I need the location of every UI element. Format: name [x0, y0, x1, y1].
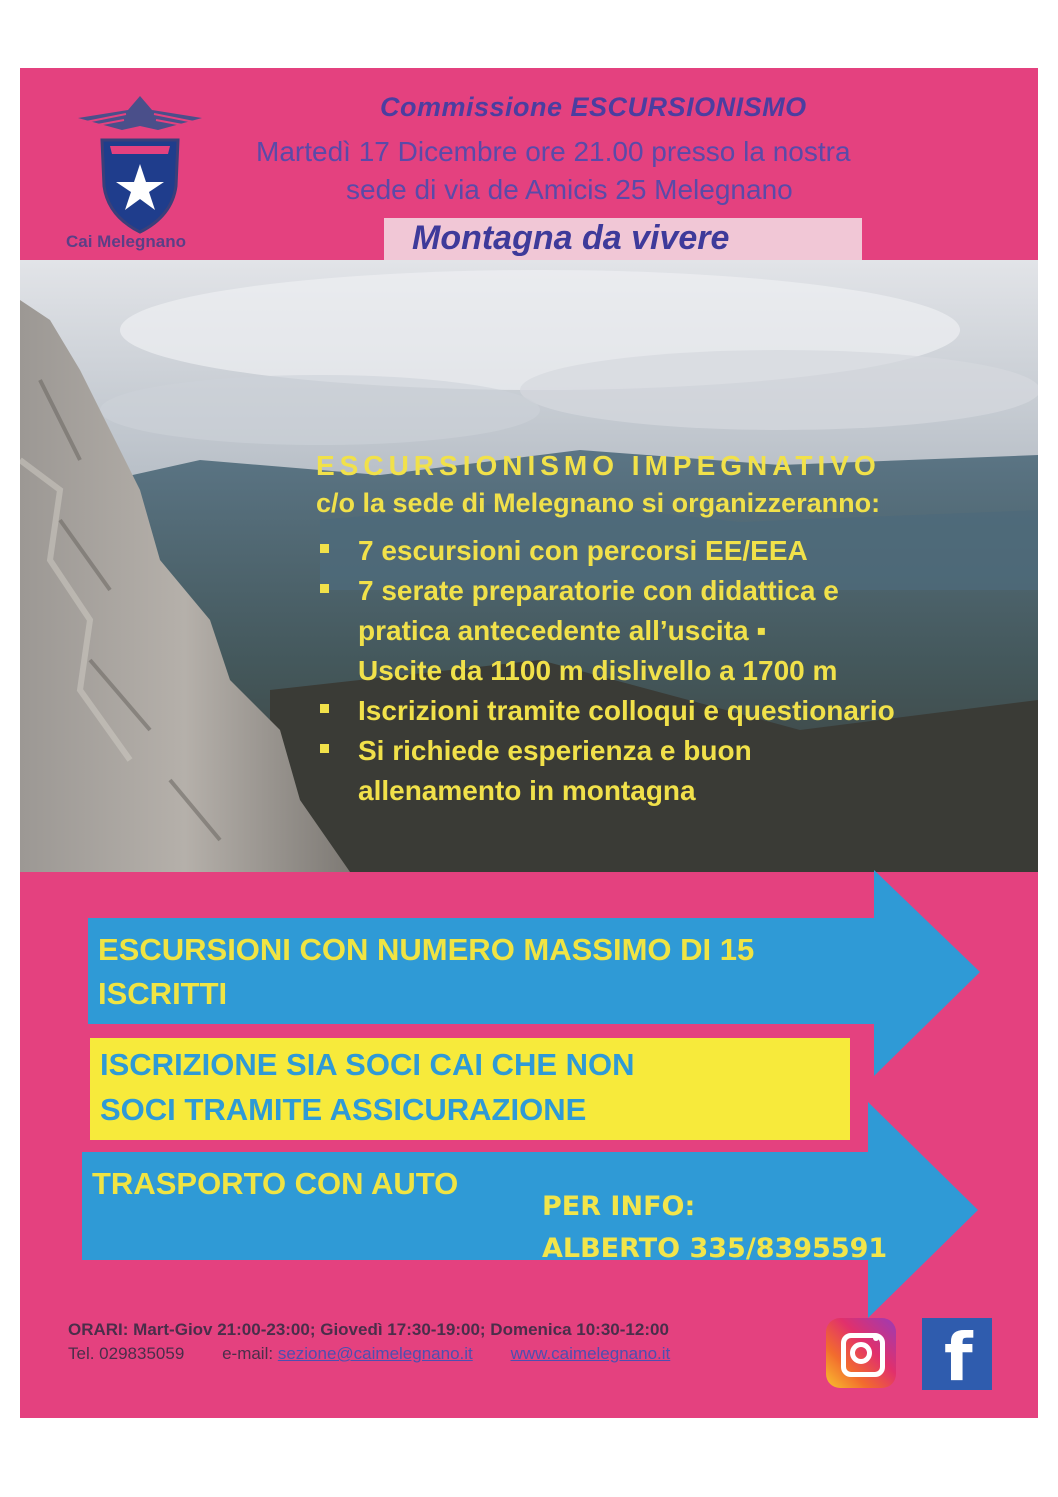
instagram-icon[interactable] — [826, 1318, 896, 1388]
email-label: e-mail: — [222, 1344, 274, 1363]
list-item: Si richiede esperienza e buon allenamento in montagna — [316, 731, 895, 811]
facebook-icon[interactable]: f — [922, 1318, 992, 1390]
bullet-icon — [320, 544, 329, 553]
list-item: Iscrizioni tramite colloqui e questionario — [316, 691, 895, 731]
motto: Montagna da vivere — [412, 219, 730, 257]
max-participants-text: ESCURSIONI CON NUMERO MASSIMO DI 15 ISCRITTI — [98, 932, 755, 1011]
meeting-date-line: Martedì 17 Dicembre ore 21.00 presso la nostra — [256, 136, 851, 167]
website-link[interactable]: www.caimelegnano.it — [510, 1344, 671, 1363]
bullet-icon — [320, 744, 329, 753]
opening-hours: ORARI: Mart-Giov 21:00-23:00; Giovedì 17:30-19:00; Domenica 10:30-12:00 — [68, 1320, 669, 1339]
phone: Tel. 029835059 — [68, 1344, 185, 1363]
flyer — [20, 68, 1038, 1418]
transport-text: TRASPORTO CON AUTO — [92, 1166, 459, 1201]
program-title: ESCURSIONISMO IMPEGNATIVO — [316, 450, 881, 481]
mountain-photo — [20, 260, 1038, 872]
program-list — [316, 531, 895, 811]
email-link[interactable]: sezione@caimelegnano.it — [277, 1344, 473, 1363]
cai-logo-icon — [72, 90, 208, 238]
program-subtitle: c/o la sede di Melegnano si organizzeranno: — [316, 488, 881, 518]
contacts-line — [68, 1344, 670, 1364]
program-text — [316, 450, 895, 811]
bullet-icon — [320, 584, 329, 593]
header — [20, 68, 1038, 260]
logo-caption: Cai Melegnano — [66, 232, 186, 251]
info-contact: PER INFO: ALBERTO 335/8395591 — [542, 1191, 888, 1264]
list-item: 7 serate preparatorie con didattica e pratica antecedente all’uscita ▪ Uscite da 1100 m dislivello a 1700 m — [316, 571, 895, 691]
meeting-address-line: sede di via de Amicis 25 Melegnano — [346, 174, 793, 205]
list-item: 7 escursioni con percorsi EE/EEA — [316, 531, 895, 571]
subscription-text: ISCRIZIONE SIA SOCI CAI CHE NON SOCI TRAMITE ASSICURAZIONE — [100, 1047, 635, 1127]
bullet-icon — [320, 704, 329, 713]
commission-title: Commissione ESCURSIONISMO — [380, 92, 807, 122]
